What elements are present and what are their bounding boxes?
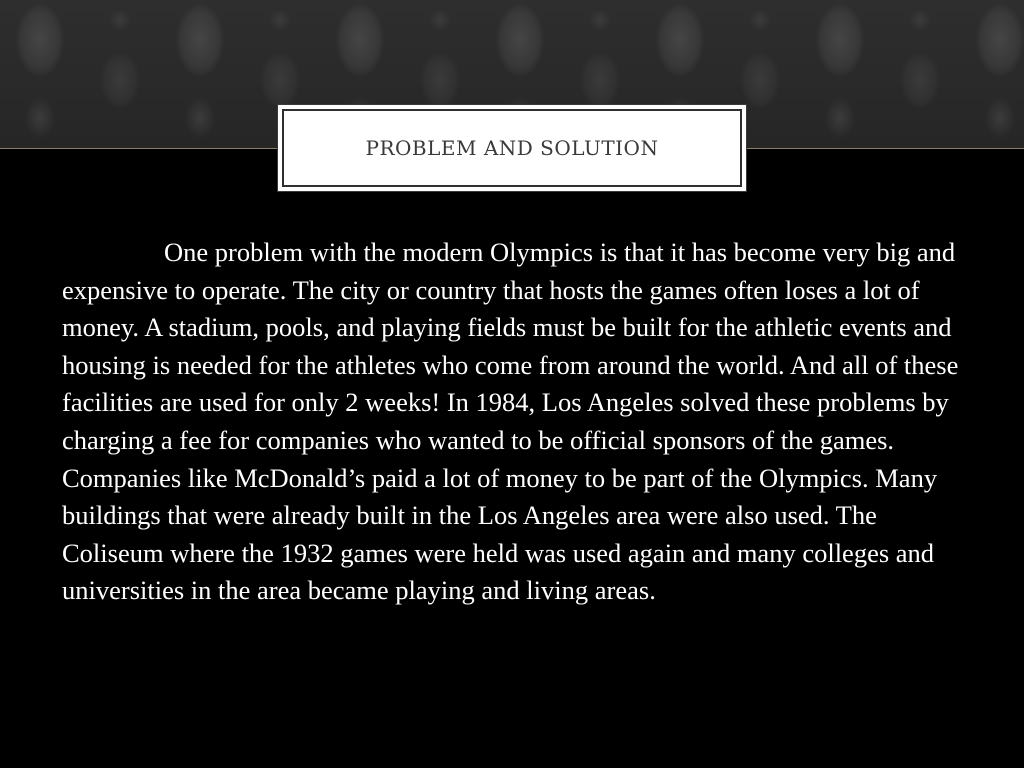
title-box xyxy=(277,104,747,192)
slide-title: PROBLEM AND SOLUTION xyxy=(365,136,659,160)
title-frame xyxy=(282,109,742,187)
slide-body-text: One problem with the modern Olympics is that it has become very big and expensive to operate. The city or country that hosts the games often loses a lot of money. A stadium, pools, and playing fields must be built for the athletic events and housing is needed for the athletes who come from around the world. And all of these facilities are used for only 2 weeks! In 1984, Los Angeles solved these problems by charging a fee for companies who wanted to be official sponsors of the games. Companies like McDonald’s paid a lot of money to be part of the Olympics. Many buildings that were already built in the Los Angeles area were also used. The Coliseum where the 1932 games were held was used again and many colleges and universities in the area became playing and living areas. xyxy=(62,237,959,606)
